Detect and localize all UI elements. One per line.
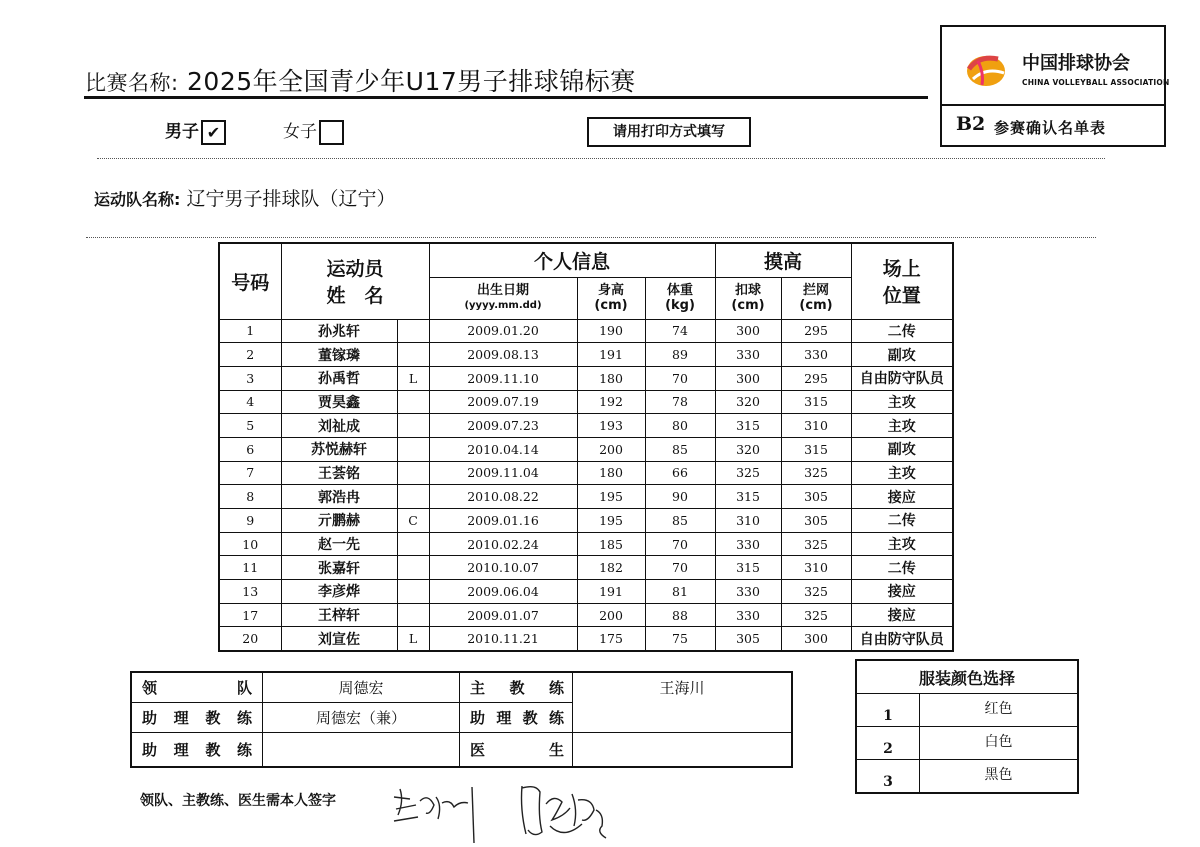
roster-height[interactable]: 185 (577, 532, 645, 556)
roster-birth-date[interactable]: 2009.08.13 (429, 343, 577, 367)
assistant-coach-label-3 (131, 733, 263, 768)
roster-position[interactable]: 二传 (851, 319, 953, 343)
header-block-unit: (cm) (799, 298, 833, 313)
roster-role-mark[interactable] (397, 485, 429, 509)
roster-row (219, 509, 953, 533)
roster-role-mark[interactable] (397, 580, 429, 604)
roster-row (219, 556, 953, 580)
roster-row (219, 485, 953, 509)
roster-birth-date[interactable]: 2009.07.19 (429, 390, 577, 414)
uniform-title: 服装颜色选择 (856, 660, 1078, 694)
roster-name[interactable]: 李彦烨 (281, 580, 397, 604)
roster-spike-reach[interactable]: 330 (715, 580, 781, 604)
roster-spike-reach[interactable]: 300 (715, 319, 781, 343)
label-char: 教 (509, 679, 525, 697)
assistant-coach-value[interactable]: 周德宏（兼） (263, 703, 460, 733)
roster-block-reach[interactable]: 295 (781, 366, 851, 390)
roster-role-mark[interactable] (397, 437, 429, 461)
roster-row (219, 461, 953, 485)
header-spike (715, 277, 781, 319)
roster-name[interactable]: 刘祉成 (281, 414, 397, 438)
roster-name[interactable]: 贾昊鑫 (281, 390, 397, 414)
roster-height[interactable]: 190 (577, 319, 645, 343)
roster-number[interactable]: 9 (219, 509, 281, 533)
roster-position[interactable]: 主攻 (851, 390, 953, 414)
roster-number[interactable]: 1 (219, 319, 281, 343)
roster-weight[interactable]: 66 (645, 461, 715, 485)
assistant-coach-label (131, 703, 263, 733)
header-personal-info: 个人信息 (429, 243, 715, 277)
roster-name[interactable]: 董镓璘 (281, 343, 397, 367)
roster-spike-reach[interactable]: 315 (715, 485, 781, 509)
roster-number[interactable]: 3 (219, 366, 281, 390)
roster-name[interactable]: 刘宣佐 (281, 627, 397, 651)
roster-weight[interactable]: 90 (645, 485, 715, 509)
header-spike-label: 扣球 (734, 283, 761, 298)
roster-number[interactable]: 20 (219, 627, 281, 651)
roster-block-reach[interactable]: 325 (781, 580, 851, 604)
dotted-divider (86, 237, 1096, 238)
roster-position[interactable]: 副攻 (851, 437, 953, 461)
roster-birth-date[interactable]: 2009.07.23 (429, 414, 577, 438)
header-athlete (281, 243, 429, 319)
roster-birth-date[interactable]: 2010.08.22 (429, 485, 577, 509)
header-weight (645, 277, 715, 319)
roster-spike-reach[interactable]: 320 (715, 390, 781, 414)
signature-mark-2 (512, 780, 622, 847)
header-height (577, 277, 645, 319)
roster-weight[interactable]: 80 (645, 414, 715, 438)
roster-height[interactable]: 192 (577, 390, 645, 414)
roster-name[interactable]: 苏悦赫轩 (281, 437, 397, 461)
roster-number[interactable]: 2 (219, 343, 281, 367)
roster-birth-date[interactable]: 2010.04.14 (429, 437, 577, 461)
roster-height[interactable]: 195 (577, 485, 645, 509)
print-instruction: 请用打印方式填写 (587, 117, 751, 147)
roster-height[interactable]: 200 (577, 437, 645, 461)
roster-birth-date[interactable]: 2010.10.07 (429, 556, 577, 580)
roster-position[interactable]: 接应 (851, 485, 953, 509)
uniform-color[interactable]: 红色 (920, 694, 1079, 727)
label-char: 理 (496, 709, 512, 727)
roster-spike-reach[interactable]: 315 (715, 556, 781, 580)
roster-position[interactable]: 接应 (851, 580, 953, 604)
roster-spike-reach[interactable]: 300 (715, 366, 781, 390)
roster-height[interactable]: 200 (577, 603, 645, 627)
header-number: 号码 (219, 243, 281, 319)
staff-table (130, 671, 793, 768)
roster-block-reach[interactable]: 310 (781, 414, 851, 438)
label-char: 教 (205, 741, 221, 759)
label-char: 队 (236, 679, 252, 697)
roster-number[interactable]: 10 (219, 532, 281, 556)
header-reach: 摸高 (715, 243, 851, 277)
roster-row (219, 580, 953, 604)
female-checkbox[interactable] (319, 120, 344, 145)
association-name-en: CHINA VOLLEYBALL ASSOCIATION (1022, 78, 1170, 87)
label-char: 助 (142, 709, 158, 727)
roster-block-reach[interactable]: 325 (781, 532, 851, 556)
roster-height[interactable]: 182 (577, 556, 645, 580)
header-position (851, 243, 953, 319)
label-char: 医 (470, 741, 486, 759)
roster-weight[interactable]: 70 (645, 532, 715, 556)
header-birth-format: (yyyy.mm.dd) (464, 300, 542, 311)
roster-weight[interactable]: 75 (645, 627, 715, 651)
form-title: 参赛确认名单表 (994, 119, 1107, 137)
roster-spike-reach[interactable]: 330 (715, 343, 781, 367)
male-option[interactable] (165, 117, 226, 145)
roster-name[interactable]: 郭浩冉 (281, 485, 397, 509)
header-height-label: 身高 (597, 283, 624, 298)
header-block-label: 拦网 (802, 283, 829, 298)
roster-block-reach[interactable]: 325 (781, 603, 851, 627)
header-birth-date (429, 277, 577, 319)
roster-block-reach[interactable]: 315 (781, 437, 851, 461)
roster-number[interactable]: 7 (219, 461, 281, 485)
roster-number[interactable]: 13 (219, 580, 281, 604)
roster-role-mark[interactable]: L (397, 627, 429, 651)
doctor-value[interactable] (573, 733, 793, 768)
header-weight-label: 体重 (666, 283, 693, 298)
roster-block-reach[interactable]: 330 (781, 343, 851, 367)
roster-number[interactable]: 4 (219, 390, 281, 414)
roster-role-mark[interactable] (397, 343, 429, 367)
roster-block-reach[interactable]: 295 (781, 319, 851, 343)
roster-body (219, 319, 953, 651)
roster-position[interactable]: 二传 (851, 509, 953, 533)
doctor-label (460, 733, 573, 768)
label-char: 练 (548, 709, 564, 727)
roster-height[interactable]: 193 (577, 414, 645, 438)
roster-spike-reach[interactable]: 320 (715, 437, 781, 461)
roster-role-mark[interactable] (397, 556, 429, 580)
roster-name[interactable]: 孙兆轩 (281, 319, 397, 343)
form-code: B2 (956, 113, 986, 135)
roster-row (219, 414, 953, 438)
roster-role-mark[interactable] (397, 319, 429, 343)
roster-block-reach[interactable]: 305 (781, 485, 851, 509)
roster-position[interactable]: 主攻 (851, 414, 953, 438)
head-coach-label (460, 672, 573, 703)
leader-label (131, 672, 263, 703)
roster-row (219, 627, 953, 651)
header-name-label: 姓 名 (326, 285, 384, 308)
roster-position[interactable]: 接应 (851, 603, 953, 627)
label-char: 练 (236, 709, 252, 727)
roster-row (219, 366, 953, 390)
roster-row (219, 532, 953, 556)
label-char: 理 (173, 741, 189, 759)
roster-role-mark[interactable] (397, 461, 429, 485)
uniform-index: 1 (856, 694, 920, 727)
signature-mark-1 (390, 775, 490, 845)
header-position-top: 场上 (882, 258, 921, 281)
uniform-index: 2 (856, 727, 920, 760)
association-name-cn: 中国排球协会 (1022, 53, 1130, 74)
roster-number[interactable]: 6 (219, 437, 281, 461)
roster-height[interactable]: 175 (577, 627, 645, 651)
label-char: 理 (173, 709, 189, 727)
uniform-index: 3 (856, 760, 920, 794)
roster-spike-reach[interactable]: 325 (715, 461, 781, 485)
roster-role-mark[interactable] (397, 390, 429, 414)
roster-row (219, 343, 953, 367)
roster-position[interactable]: 主攻 (851, 532, 953, 556)
header-athlete-label: 运动员 (326, 258, 384, 281)
roster-spike-reach[interactable]: 330 (715, 603, 781, 627)
roster-spike-reach[interactable]: 330 (715, 532, 781, 556)
volleyball-logo-icon (964, 49, 1010, 89)
roster-birth-date[interactable]: 2009.01.20 (429, 319, 577, 343)
roster-weight[interactable]: 70 (645, 556, 715, 580)
roster-row (219, 603, 953, 627)
roster-role-mark[interactable]: L (397, 366, 429, 390)
header-height-unit: (cm) (594, 298, 628, 313)
competition-label: 比赛名称: (85, 71, 179, 95)
female-label: 女子 (283, 122, 317, 142)
roster-block-reach[interactable]: 315 (781, 390, 851, 414)
competition-title (85, 62, 636, 98)
roster-birth-date[interactable]: 2009.11.04 (429, 461, 577, 485)
roster-height[interactable]: 191 (577, 343, 645, 367)
roster-role-mark[interactable]: C (397, 509, 429, 533)
header-block (781, 277, 851, 319)
label-char: 练 (236, 741, 252, 759)
roster-weight[interactable]: 78 (645, 390, 715, 414)
roster-number[interactable]: 17 (219, 603, 281, 627)
roster-position[interactable]: 二传 (851, 556, 953, 580)
roster-spike-reach[interactable]: 310 (715, 509, 781, 533)
roster-height[interactable]: 191 (577, 580, 645, 604)
roster-height[interactable]: 180 (577, 461, 645, 485)
header-spike-unit: (cm) (731, 298, 765, 313)
roster-name[interactable]: 孙禹哲 (281, 366, 397, 390)
uniform-color[interactable]: 白色 (920, 727, 1079, 760)
head-coach-value[interactable]: 王海川 (573, 672, 793, 733)
roster-number[interactable]: 8 (219, 485, 281, 509)
roster-role-mark[interactable] (397, 532, 429, 556)
roster-row (219, 319, 953, 343)
roster-weight[interactable]: 85 (645, 437, 715, 461)
logo-divider (942, 104, 1164, 106)
roster-height[interactable]: 180 (577, 366, 645, 390)
roster-weight[interactable]: 89 (645, 343, 715, 367)
male-label: 男子 (165, 122, 199, 142)
roster-birth-date[interactable]: 2010.11.21 (429, 627, 577, 651)
roster-role-mark[interactable] (397, 414, 429, 438)
label-char: 教 (522, 709, 538, 727)
label-char: 练 (548, 679, 564, 697)
roster-position[interactable]: 自由防守队员 (851, 627, 953, 651)
team-line (94, 184, 395, 211)
uniform-color-table (855, 659, 1079, 794)
header-birth-label: 出生日期 (476, 283, 529, 298)
roster-block-reach[interactable]: 305 (781, 509, 851, 533)
dotted-divider (97, 158, 1105, 159)
roster-name[interactable]: 赵一先 (281, 532, 397, 556)
roster-birth-date[interactable]: 2009.01.16 (429, 509, 577, 533)
roster-block-reach[interactable]: 325 (781, 461, 851, 485)
roster-birth-date[interactable]: 2009.01.07 (429, 603, 577, 627)
roster-spike-reach[interactable]: 305 (715, 627, 781, 651)
team-name: 辽宁男子排球队（辽宁） (186, 188, 396, 210)
label-char: 助 (142, 741, 158, 759)
roster-number[interactable]: 5 (219, 414, 281, 438)
roster-birth-date[interactable]: 2009.11.10 (429, 366, 577, 390)
label-char: 教 (205, 709, 221, 727)
roster-block-reach[interactable]: 310 (781, 556, 851, 580)
header-weight-unit: (kg) (665, 298, 695, 313)
roster-role-mark[interactable] (397, 603, 429, 627)
roster-weight[interactable]: 70 (645, 366, 715, 390)
label-char: 助 (470, 709, 486, 727)
roster-weight[interactable]: 85 (645, 509, 715, 533)
label-char: 主 (470, 679, 486, 697)
roster-spike-reach[interactable]: 315 (715, 414, 781, 438)
roster-weight[interactable]: 88 (645, 603, 715, 627)
label-char: 生 (548, 741, 564, 759)
header-position-bottom: 位置 (882, 285, 921, 308)
roster-weight[interactable]: 81 (645, 580, 715, 604)
association-logo-block (940, 25, 1170, 147)
roster-number[interactable]: 11 (219, 556, 281, 580)
roster-height[interactable]: 195 (577, 509, 645, 533)
label-char: 领 (142, 679, 158, 697)
roster-row (219, 390, 953, 414)
roster-name[interactable]: 王荟铭 (281, 461, 397, 485)
roster-block-reach[interactable]: 300 (781, 627, 851, 651)
assistant-coach-value-2[interactable] (263, 733, 460, 768)
roster-weight[interactable]: 74 (645, 319, 715, 343)
roster-position[interactable]: 副攻 (851, 343, 953, 367)
roster-table (218, 242, 954, 652)
competition-name: 2025年全国青少年U17男子排球锦标赛 (187, 67, 636, 96)
female-option[interactable] (283, 117, 344, 145)
uniform-color[interactable]: 黑色 (920, 760, 1079, 794)
title-underline (84, 96, 928, 99)
roster-name[interactable]: 张嘉轩 (281, 556, 397, 580)
roster-name[interactable]: 亓鹏赫 (281, 509, 397, 533)
roster-position[interactable]: 主攻 (851, 461, 953, 485)
team-label: 运动队名称: (94, 190, 181, 209)
assistant-coach-label-2 (460, 703, 573, 733)
signature-note: 领队、主教练、医生需本人签字 (140, 793, 336, 809)
male-checkbox[interactable]: ✔ (201, 120, 226, 145)
roster-row (219, 437, 953, 461)
roster-name[interactable]: 王梓轩 (281, 603, 397, 627)
roster-birth-date[interactable]: 2010.02.24 (429, 532, 577, 556)
roster-birth-date[interactable]: 2009.06.04 (429, 580, 577, 604)
leader-value[interactable]: 周德宏 (263, 672, 460, 703)
roster-position[interactable]: 自由防守队员 (851, 366, 953, 390)
